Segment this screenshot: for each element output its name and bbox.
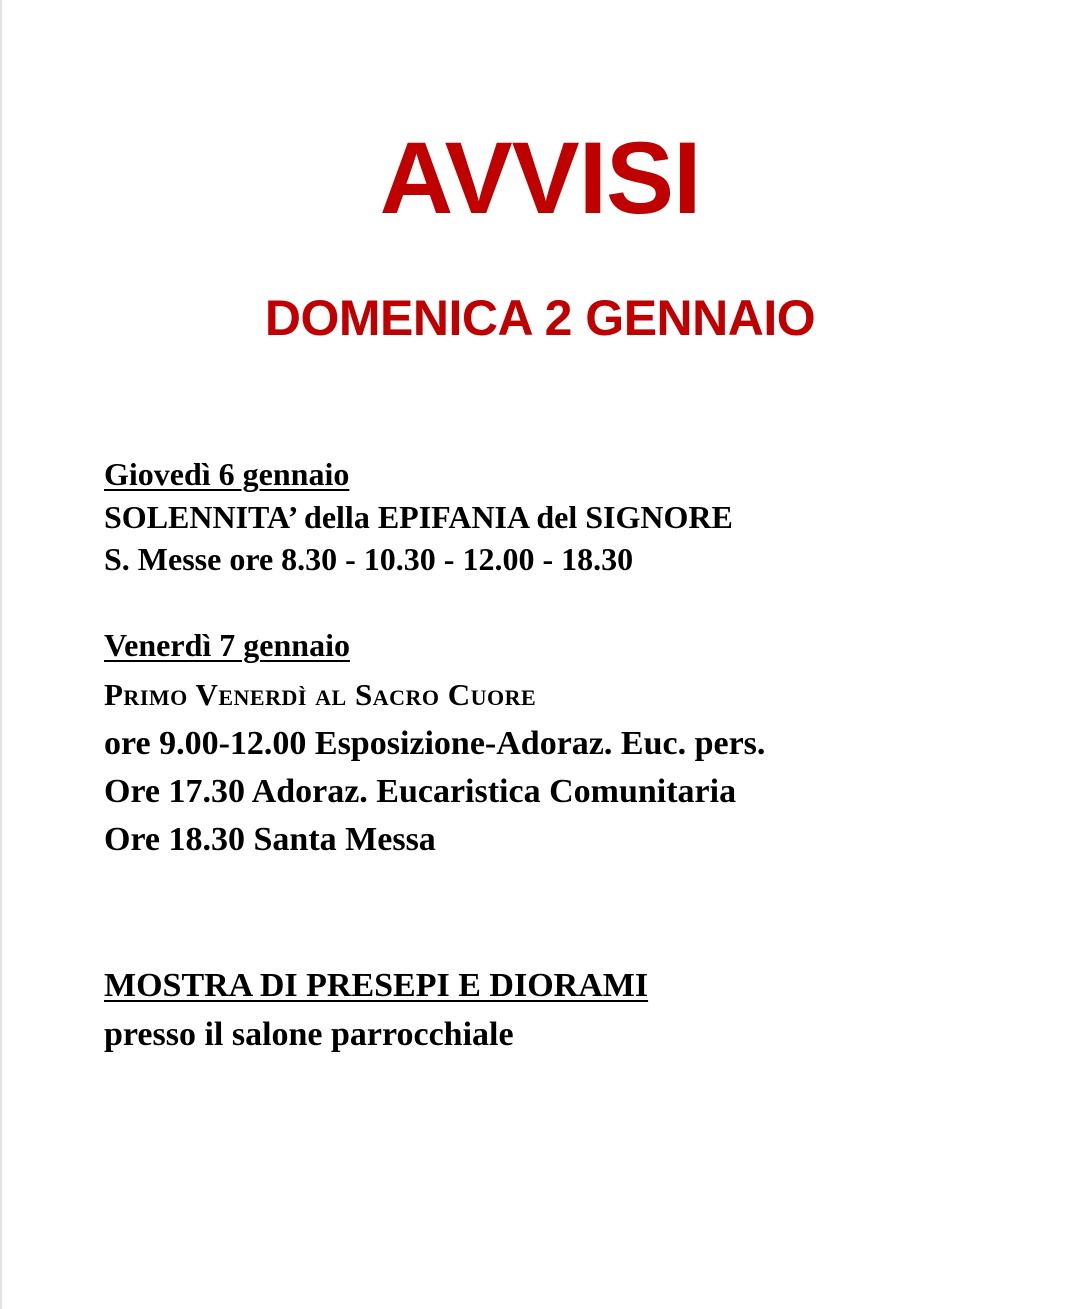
notice-line: S. Messe ore 8.30 - 10.30 - 12.00 - 18.30 bbox=[104, 541, 634, 577]
notice-line: SOLENNITA’ della EPIFANIA del SIGNORE bbox=[104, 499, 733, 535]
notice-line: presso il salone parrocchiale bbox=[104, 1016, 514, 1053]
section-heading-venerdi: Venerdì 7 gennaio bbox=[104, 627, 350, 663]
section-heading-mostra: MOSTRA DI PRESEPI E DIORAMI bbox=[104, 967, 649, 1004]
page-subtitle: DOMENICA 2 GENNAIO bbox=[264, 290, 816, 346]
notice-line: Ore 17.30 Adoraz. Eucaristica Comunitaria bbox=[104, 773, 737, 810]
notice-line: Primo Venerdì al Sacro Cuore bbox=[104, 677, 537, 712]
notice-line: ore 9.00-12.00 Esposizione-Adoraz. Euc. pers. bbox=[104, 725, 766, 762]
page-title: AVVISI bbox=[379, 121, 701, 235]
notice-line: Ore 18.30 Santa Messa bbox=[104, 821, 436, 858]
section-heading-giovedi: Giovedì 6 gennaio bbox=[104, 456, 350, 492]
